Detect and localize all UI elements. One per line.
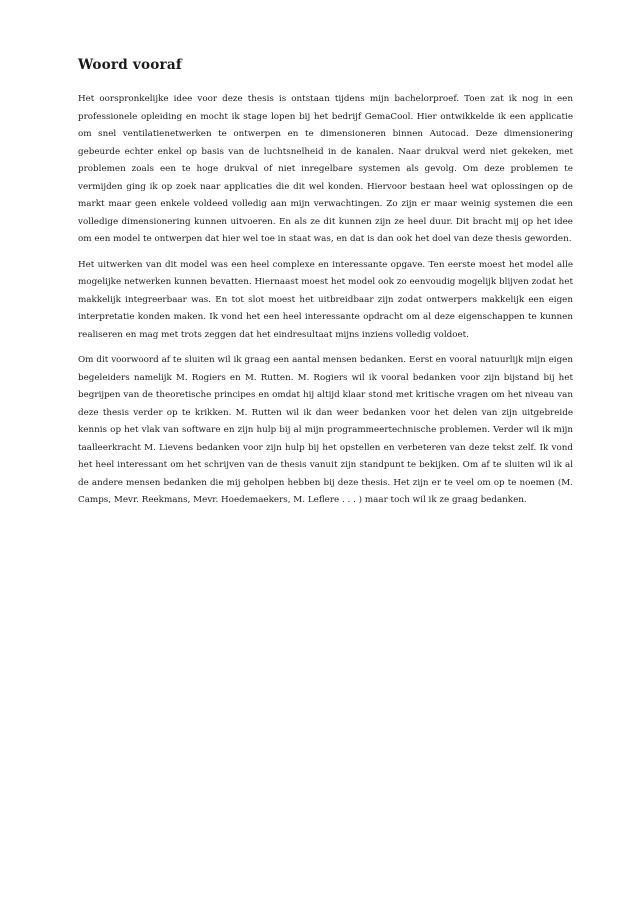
paragraph-model: Het uitwerken van dit model was een heel complexe en interessante opgave. Ten eerste moest het model alle mogelijke netwerken kunnen bevatten. Hiernaast moest het model ook zo eenvoudig mogelijk blijven zodat het makkelijk integreerbaar was. En tot slot moest het uitbreidbaar zijn zodat ontwerpers makkelijk een eigen interpretatie konden maken. Ik vond het een heel interessante opdracht om al deze eigenschappen te kunnen realiseren en mag met trots zeggen dat het eindresultaat mijns inziens volledig voldoet. [78, 259, 573, 340]
paragraph-intro: Het oorspronkelijke idee voor deze thesis is ontstaan tijdens mijn bachelorproef. Toen zat ik nog in een professionele opleiding en mocht ik stage lopen bij het bedrijf GemaCool. Hier ontwikkelde ik een applicatie om snel ventilatienetwerken te ontwerpen en te dimensioneren binnen Autocad. Deze dimensionering gebeurde echter enkel op basis van de luchtsnelheid in de kanalen. Naar drukval werd niet gekeken, met problemen zoals een te hoge drukval of niet inregelbare systemen als gevolg. Om deze problemen te vermijden ging ik op zoek naar applicaties die dit wel konden. Hiervoor bestaan heel wat oplossingen op de markt maar geen enkele voldeed volledig aan mijn verwachtingen. Zo zijn er maar weinig systemen die een volledige dimensionering kunnen uitvoeren. En als ze dit kunnen zijn ze heel duur. Dit bracht mij op het idee om een model te ontwerpen dat hier wel toe in staat was, en dat is dan ook het doel van deze thesis geworden. [78, 94, 573, 244]
section-heading: Woord vooraf [78, 57, 182, 73]
document-content [78, 56, 573, 518]
paragraph-acknowledgements: Om dit voorwoord af te sluiten wil ik graag een aantal mensen bedanken. Eerst en vooral natuurlijk mijn eigen begeleiders namelijk M. Rogiers en M. Rutten. M. Rogiers wil ik vooral bedanken voor zijn bijstand bij het begrijpen van de theoretische principes en omdat hij altijd klaar stond met kritische vragen om het niveau van deze thesis verder op te krikken. M. Rutten wil ik dan weer bedanken voor het delen van zijn uitgebreide kennis op het vlak van software en zijn hulp bij al mijn programmeertechnische problemen. Verder wil ik mijn taalleerkracht M. Lievens bedanken voor zijn hulp bij het opstellen en verbeteren van deze tekst zelf. Ik vond het heel interessant om het schrijven van de thesis vanuit zijn standpunt te bekijken. Om af te sluiten wil ik al de andere mensen bedanken die mij geholpen hebben bij deze thesis. Het zijn er te veel om op te noemen (M. Camps, Mevr. Reekmans, Mevr. Hoedemaekers, M. Leflere . . . ) maar toch wil ik ze graag bedanken. [78, 355, 573, 505]
